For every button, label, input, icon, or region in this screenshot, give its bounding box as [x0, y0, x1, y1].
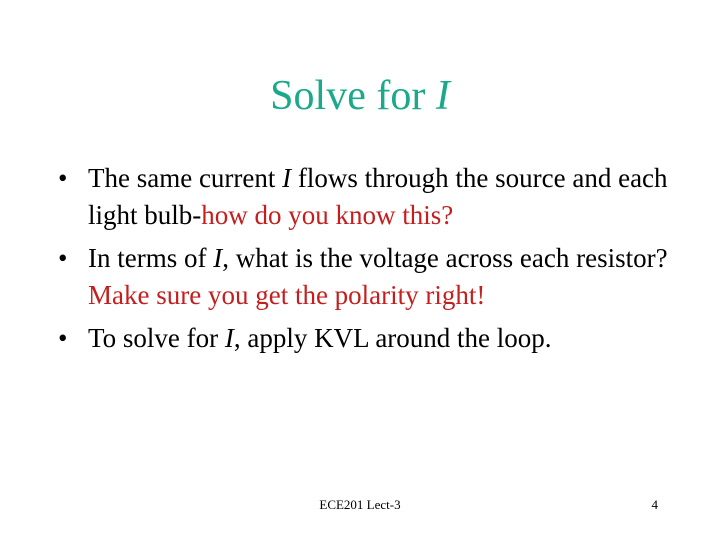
- bullet-item: [58, 160, 678, 234]
- bullet-text: To solve for: [88, 323, 225, 353]
- bullet-text: , apply KVL around the loop.: [233, 323, 552, 353]
- bullet-emphasis: how do you know this?: [201, 200, 454, 230]
- slide-title: [0, 70, 720, 122]
- bullet-list: [58, 160, 678, 363]
- bullet-item: [58, 320, 678, 357]
- bullet-marker: •: [58, 243, 68, 273]
- slide-title-text: Solve for: [270, 73, 436, 119]
- bullet-marker: •: [58, 323, 68, 353]
- bullet-text: , what is the voltage across each resistor?: [222, 243, 668, 273]
- bullet-variable: I: [213, 243, 223, 273]
- bullet-variable: I: [282, 163, 292, 193]
- bullet-item: [58, 240, 678, 314]
- bullet-marker: •: [58, 163, 68, 193]
- footer-course-label: ECE201 Lect-3: [319, 497, 401, 512]
- bullet-variable: I: [224, 323, 234, 353]
- bullet-text: In terms of: [88, 243, 214, 273]
- bullet-emphasis: Make sure you get the polarity right!: [88, 280, 486, 310]
- bullet-text: The same current: [88, 163, 283, 193]
- bullet-text: flows through the source and each light bulb-: [88, 163, 668, 230]
- footer-page-number: 4: [651, 497, 658, 512]
- slide-title-variable: I: [435, 73, 450, 119]
